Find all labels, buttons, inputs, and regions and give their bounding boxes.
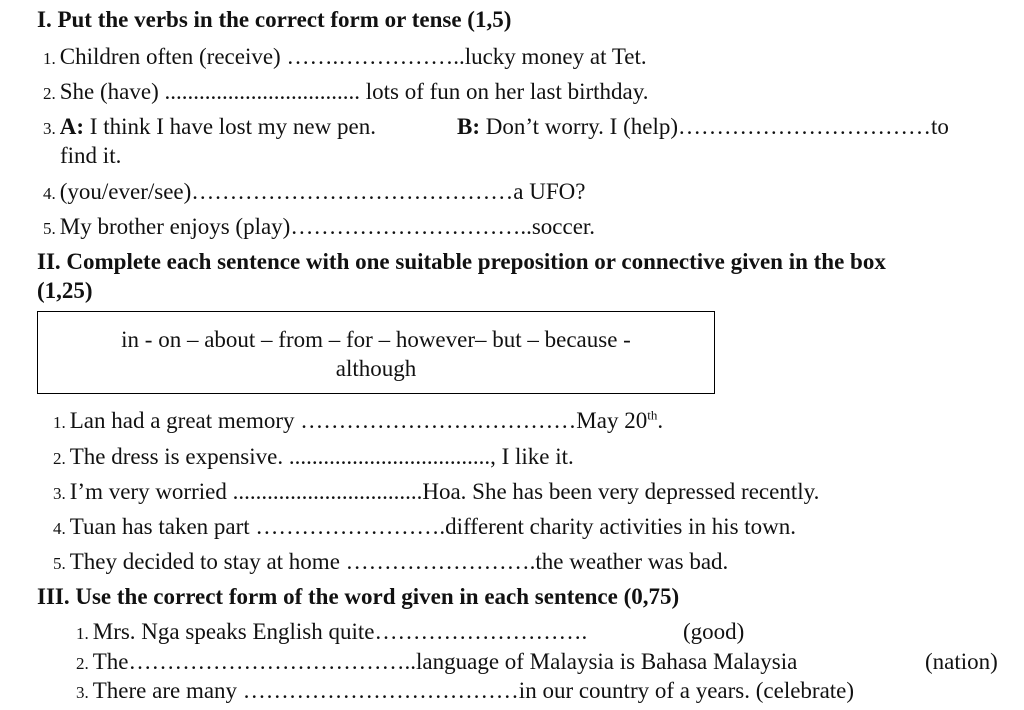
item-number: 3. bbox=[53, 484, 66, 503]
item-number: 5. bbox=[53, 554, 66, 573]
s1-item-3-b bbox=[457, 113, 949, 141]
speaker-b-label: B: bbox=[457, 114, 480, 139]
item-text-end: . bbox=[657, 408, 664, 433]
s1-item-1 bbox=[43, 43, 647, 73]
item-number: 1. bbox=[43, 49, 56, 68]
s3-item-1-hint: (good) bbox=[683, 619, 745, 644]
item-number: 3. bbox=[76, 683, 89, 702]
item-text: The dress is expensive. ..................................., I like it. bbox=[69, 444, 574, 469]
superscript: th bbox=[647, 407, 658, 423]
s3-item-2-hint: (nation) bbox=[925, 649, 998, 674]
item-text: I’m very worried .................................Hoa. She has been very depressed recently. bbox=[69, 479, 820, 504]
item-text: Mrs. Nga speaks English quite………………………. bbox=[92, 619, 588, 644]
item-text: She (have) .................................. lots of fun on her last birthday. bbox=[59, 79, 649, 104]
word-box-line-2: although bbox=[335, 356, 417, 381]
item-text: They decided to stay at home …………………….the weather was bad. bbox=[69, 549, 729, 574]
s1-item-3-cont: find it. bbox=[60, 143, 122, 168]
item-number: 1. bbox=[76, 624, 89, 643]
speaker-b-text: Don’t worry. I (help)……………………………to bbox=[480, 114, 949, 139]
word-box bbox=[37, 311, 715, 394]
section-1-heading: I. Put the verbs in the correct form or tense (1,5) bbox=[37, 7, 512, 32]
item-number: 4. bbox=[43, 184, 56, 203]
item-number: 3. bbox=[43, 119, 56, 138]
speaker-a-label: A: bbox=[59, 114, 85, 139]
s1-item-2 bbox=[43, 78, 649, 108]
item-number: 2. bbox=[43, 84, 56, 103]
s1-item-3 bbox=[43, 113, 376, 143]
s3-item-2 bbox=[76, 648, 797, 678]
word-box-line-1: in - on – about – from – for – however– but – because - bbox=[121, 327, 631, 352]
item-text: Tuan has taken part …………………….different charity activities in his town. bbox=[69, 514, 797, 539]
s3-item-1 bbox=[76, 618, 587, 648]
item-number: 2. bbox=[76, 654, 89, 673]
item-text: The………………………………..language of Malaysia is Bahasa Malaysia bbox=[92, 649, 798, 674]
item-text: (you/ever/see)……………………………………a UFO? bbox=[59, 179, 586, 204]
s2-item-5 bbox=[53, 548, 728, 578]
s2-item-3 bbox=[53, 478, 819, 508]
s3-item-3 bbox=[76, 677, 854, 707]
item-number: 4. bbox=[53, 519, 66, 538]
item-number: 2. bbox=[53, 449, 66, 468]
s1-item-5 bbox=[43, 213, 595, 243]
item-text: Children often (receive) …….……………..lucky money at Tet. bbox=[59, 44, 647, 69]
item-text: There are many ………………………………in our country of a years. (celebrate) bbox=[92, 678, 855, 703]
s1-item-4 bbox=[43, 178, 585, 208]
s2-item-1 bbox=[53, 407, 663, 437]
s2-item-4 bbox=[53, 513, 796, 543]
item-number: 5. bbox=[43, 219, 56, 238]
section-2-heading-cont: (1,25) bbox=[37, 278, 93, 303]
s2-item-2 bbox=[53, 443, 574, 473]
section-3-heading: III. Use the correct form of the word given in each sentence (0,75) bbox=[37, 584, 680, 609]
section-2-heading: II. Complete each sentence with one suitable preposition or connective given in the box bbox=[37, 249, 886, 274]
item-number: 1. bbox=[53, 413, 66, 432]
speaker-a-text: I think I have lost my new pen. bbox=[84, 114, 376, 139]
item-text: My brother enjoys (play)…………………………..soccer. bbox=[59, 214, 596, 239]
item-text: Lan had a great memory ………………………………May 20 bbox=[69, 408, 648, 433]
